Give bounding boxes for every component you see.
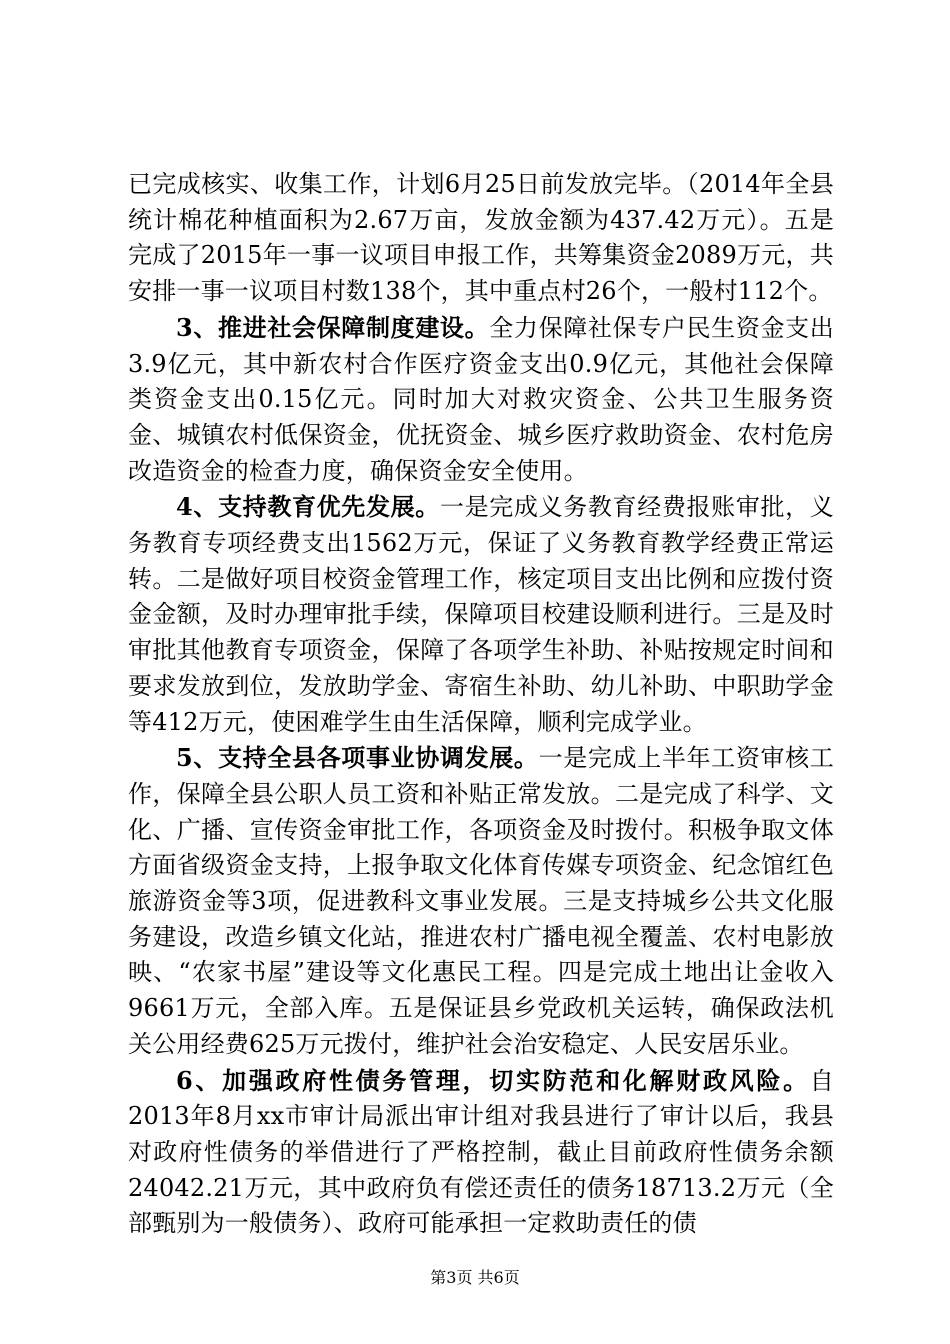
section-3-text: 全力保障社保专户民生资金支出3.9亿元，其中新农村合作医疗资金支出0.9亿元，其他社会保障类资金支出0.15亿元。同时加大对救灾资金、公共卫生服务资金、城镇农村低保资金，优抚资金、城乡医疗救助资金、农村危房改造资金的检查力度，确保资金安全使用。 bbox=[128, 313, 834, 485]
paragraph-debt-management bbox=[128, 1063, 834, 1243]
section-6-text: 自2013年8月xx市审计局派出审计组对我县进行了审计以后，我县对政府性债务的举借进行了严格控制，截止目前政府性债务余额24042.21万元，其中政府负有偿还责任的债务18713.2万元（全部甄别为一般债务）、政府可能承担一定救助责任的债 bbox=[128, 1066, 834, 1238]
document-body bbox=[128, 166, 834, 1242]
section-5-heading: 5、支持全县各项事业协调发展。 bbox=[176, 743, 539, 773]
section-4-text: 一是完成义务教育经费报账审批，义务教育专项经费支出1562万元，保证了义务教育教学经费正常运转。二是做好项目校资金管理工作，核定项目支出比例和应拨付资金金额，及时办理审批手续，保障项目校建设顺利进行。三是及时审批其他教育专项资金，保障了各项学生补助、补贴按规定时间和要求发放到位，发放助学金、寄宿生补助、幼儿补助、中职助学金等412万元，使困难学生由生活保障，顺利完成学业。 bbox=[128, 493, 834, 736]
section-6-heading: 6、加强政府性债务管理，切实防范和化解财政风险。 bbox=[176, 1065, 810, 1095]
paragraph-1-text: 已完成核实、收集工作，计划6月25日前发放完毕。（2014年全县统计棉花种植面积为2.67万亩，发放金额为437.42万元）。五是完成了2015年一事一议项目申报工作，共筹集资金2089万元，共安排一事一议项目村数138个，其中重点村26个，一般村112个。 bbox=[128, 170, 834, 306]
paragraph-county-development bbox=[128, 740, 834, 1062]
section-4-heading: 4、支持教育优先发展。 bbox=[176, 492, 440, 522]
section-5-text: 一是完成上半年工资审核工作，保障全县公职人员工资和补贴正常发放。二是完成了科学、文化、广播、宣传资金审批工作，各项资金及时拨付。积极争取文体方面省级资金支持，上报争取文化体育传媒专项资金、纪念馆红色旅游资金等3项，促进教科文事业发展。三是支持城乡公共文化服务建设，改造乡镇文化站，推进农村广播电视全覆盖、农村电影放映、“农家书屋”建设等文化惠民工程。四是完成土地出让金收入9661万元，全部入库。五是保证县乡党政机关运转，确保政法机关公用经费625万元拨付，维护社会治安稳定、人民安居乐业。 bbox=[128, 744, 834, 1058]
paragraph-1 bbox=[128, 166, 834, 310]
section-3-heading: 3、推进社会保障制度建设。 bbox=[176, 312, 490, 342]
paragraph-social-security bbox=[128, 310, 834, 490]
paragraph-education bbox=[128, 489, 834, 740]
page-number-footer: 第3页 共6页 bbox=[430, 1268, 520, 1287]
